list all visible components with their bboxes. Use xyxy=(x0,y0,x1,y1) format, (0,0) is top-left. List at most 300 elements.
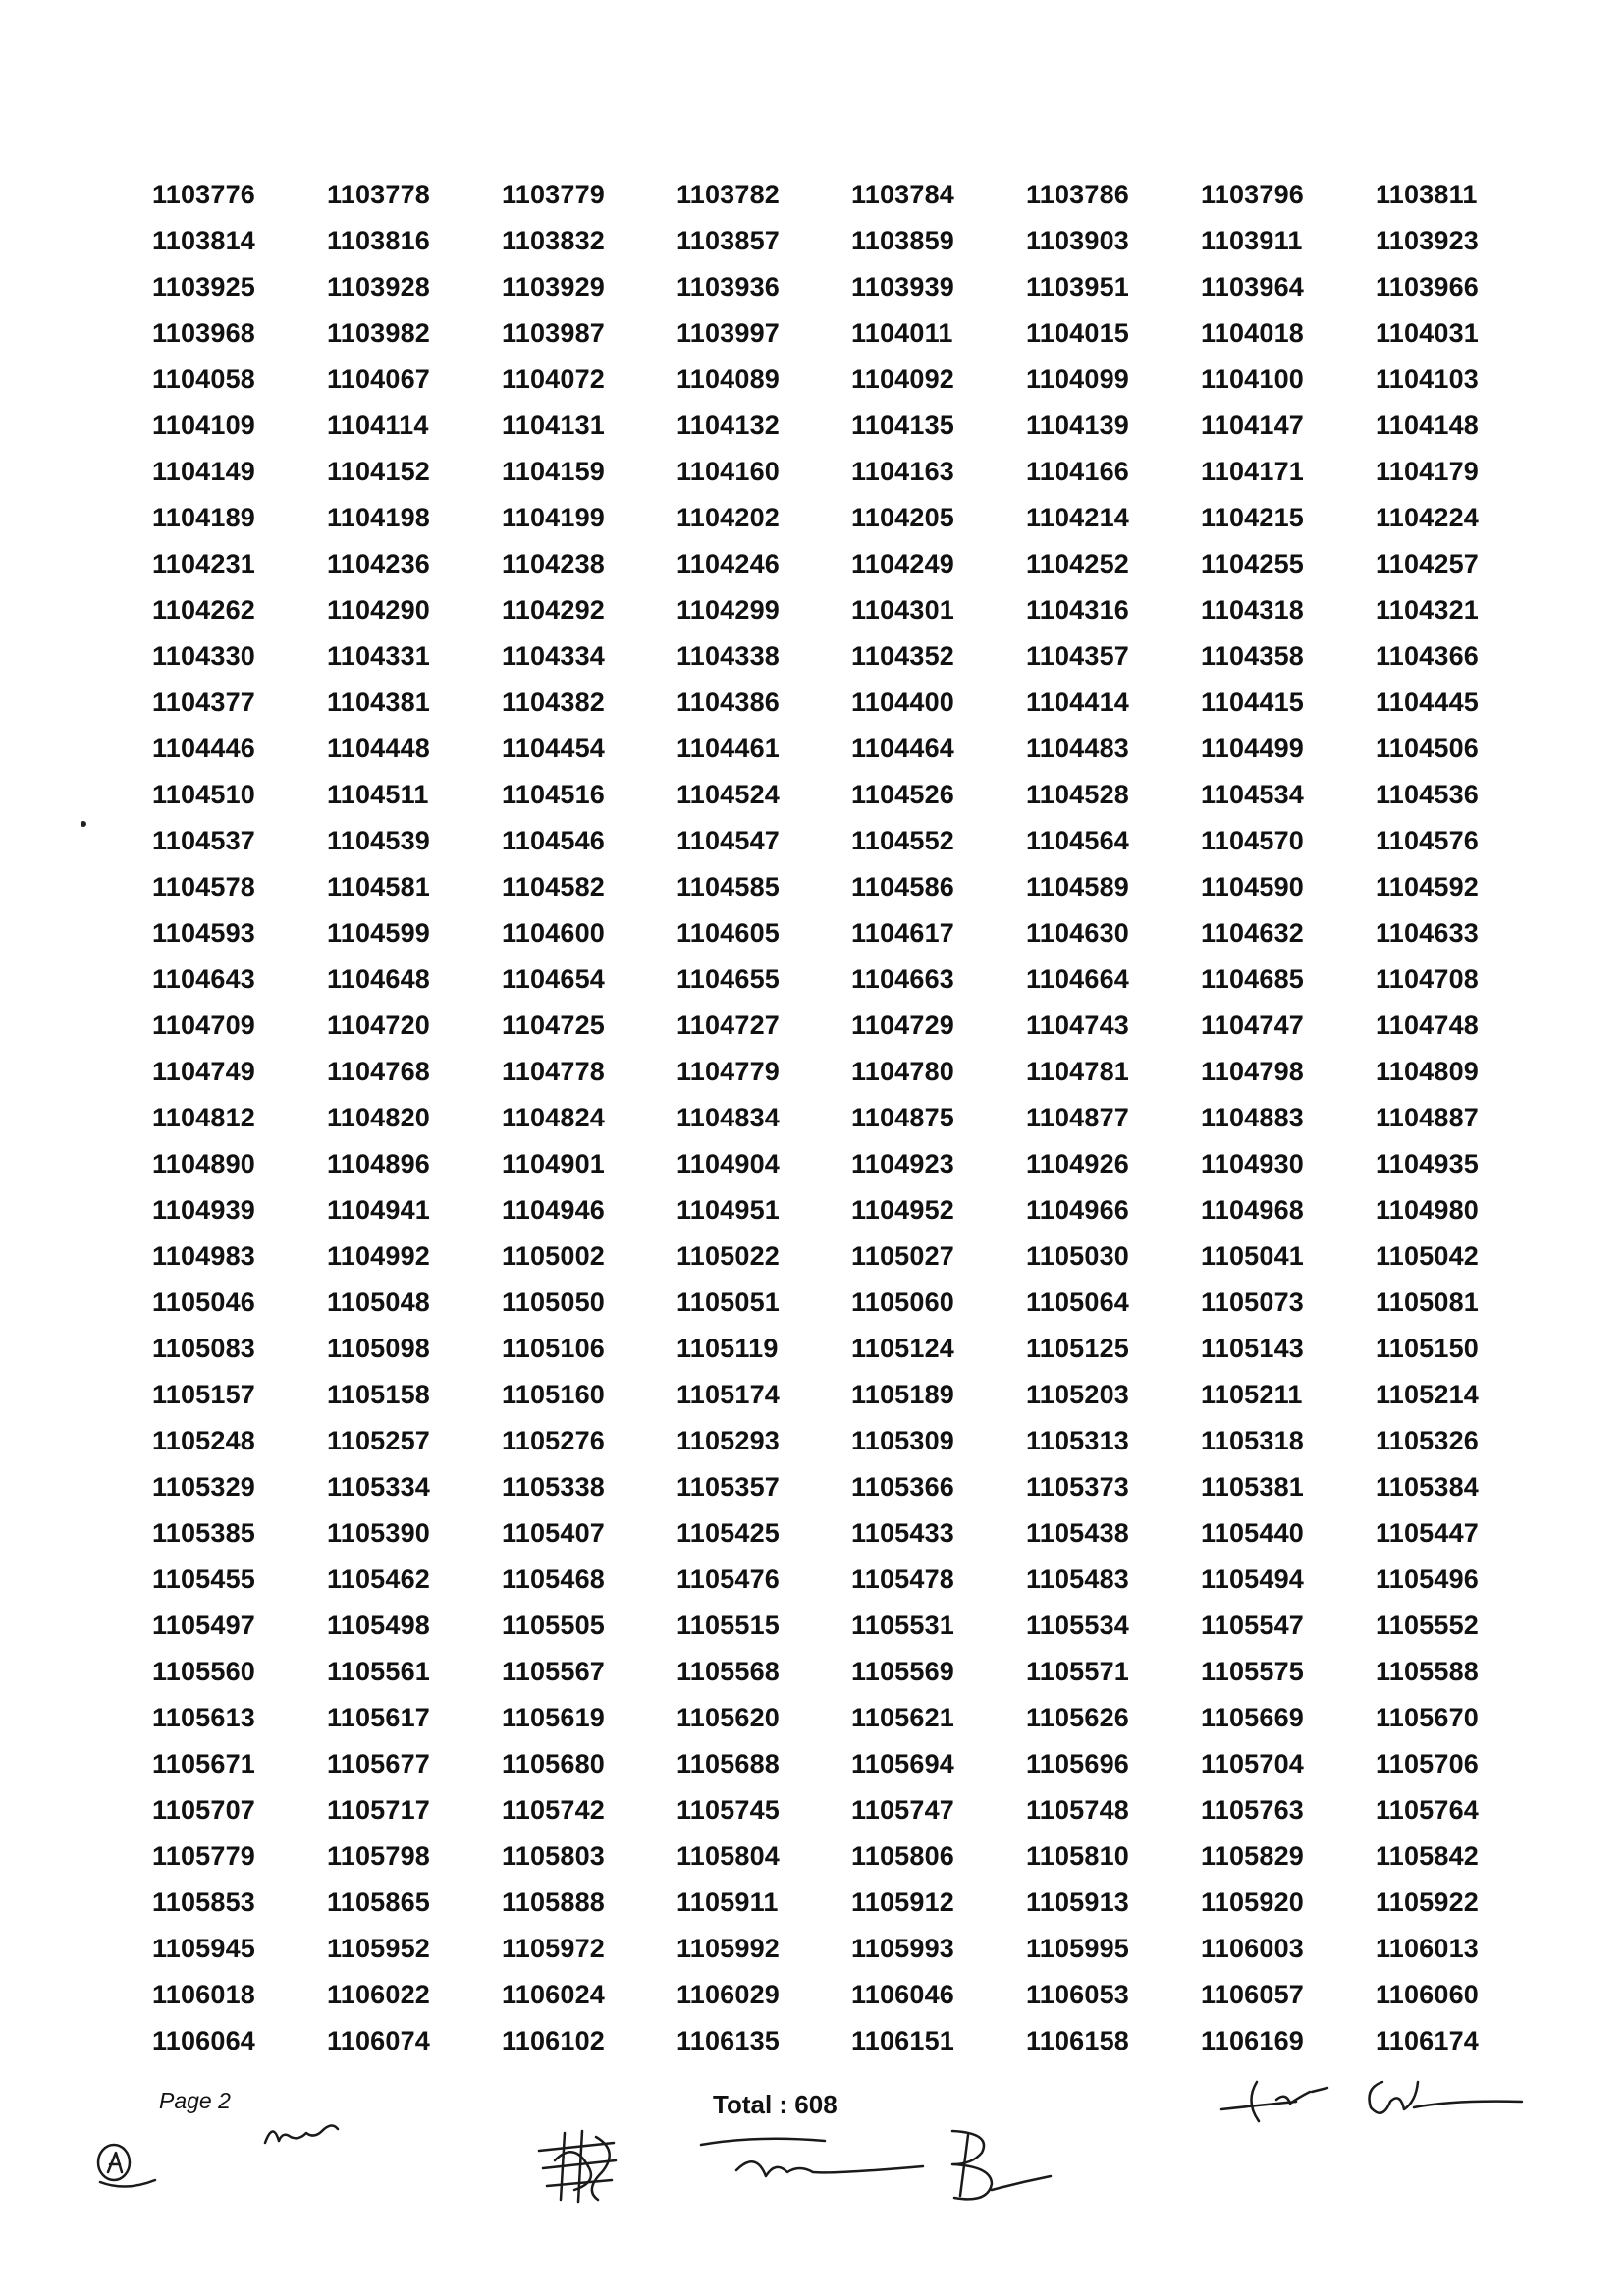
roll-number: 1104768 xyxy=(327,1057,431,1086)
roll-number: 1104896 xyxy=(327,1149,431,1178)
roll-number: 1105764 xyxy=(1376,1795,1480,1825)
roll-number: 1105496 xyxy=(1376,1564,1480,1594)
roll-number: 1104249 xyxy=(851,549,955,578)
roll-number: 1104890 xyxy=(152,1149,256,1178)
roll-number: 1104546 xyxy=(502,826,606,855)
roll-number: 1105425 xyxy=(677,1518,781,1548)
roll-number: 1103779 xyxy=(502,180,606,209)
roll-number: 1105717 xyxy=(327,1795,431,1825)
roll-number: 1105588 xyxy=(1376,1657,1480,1686)
roll-number: 1105742 xyxy=(502,1795,606,1825)
roll-number: 1105842 xyxy=(1376,1841,1480,1871)
roll-number: 1104633 xyxy=(1376,918,1480,948)
roll-number: 1105433 xyxy=(851,1518,955,1548)
roll-number: 1104448 xyxy=(327,734,431,763)
roll-number: 1104400 xyxy=(851,687,955,717)
roll-number: 1105912 xyxy=(851,1887,955,1917)
roll-number: 1104643 xyxy=(152,964,256,994)
roll-number: 1103964 xyxy=(1201,272,1305,301)
roll-number: 1105483 xyxy=(1026,1564,1130,1594)
roll-number: 1105098 xyxy=(327,1334,431,1363)
roll-number: 1105865 xyxy=(327,1887,431,1917)
roll-number: 1104132 xyxy=(677,410,781,440)
roll-number: 1105125 xyxy=(1026,1334,1130,1363)
roll-number: 1105106 xyxy=(502,1334,606,1363)
roll-number: 1104072 xyxy=(502,364,606,394)
roll-number: 1105763 xyxy=(1201,1795,1305,1825)
roll-number: 1105993 xyxy=(851,1934,955,1963)
roll-number: 1104708 xyxy=(1376,964,1480,994)
roll-number: 1105276 xyxy=(502,1426,606,1455)
roll-number: 1104011 xyxy=(851,318,953,348)
roll-number: 1106018 xyxy=(152,1980,256,2009)
roll-number: 1105619 xyxy=(502,1703,606,1732)
roll-number: 1105853 xyxy=(152,1887,256,1917)
roll-number: 1105626 xyxy=(1026,1703,1130,1732)
roll-number: 1104582 xyxy=(502,872,606,902)
roll-number: 1105829 xyxy=(1201,1841,1305,1871)
roll-number: 1105515 xyxy=(677,1611,781,1640)
roll-number: 1105575 xyxy=(1201,1657,1305,1686)
roll-number: 1103784 xyxy=(851,180,955,209)
roll-number: 1106151 xyxy=(851,2026,955,2055)
roll-number: 1105385 xyxy=(152,1518,256,1548)
roll-number: 1103859 xyxy=(851,226,955,255)
roll-number: 1104454 xyxy=(502,734,606,763)
roll-number: 1104952 xyxy=(851,1195,955,1225)
roll-number: 1105189 xyxy=(851,1380,955,1409)
roll-number: 1104526 xyxy=(851,780,955,809)
roll-number: 1104812 xyxy=(152,1103,256,1132)
roll-number: 1104992 xyxy=(327,1241,431,1271)
roll-number: 1104316 xyxy=(1026,595,1130,625)
roll-number: 1105150 xyxy=(1376,1334,1480,1363)
roll-number: 1104585 xyxy=(677,872,781,902)
roll-number: 1104547 xyxy=(677,826,781,855)
roll-number: 1105913 xyxy=(1026,1887,1130,1917)
roll-number: 1104655 xyxy=(677,964,781,994)
roll-number: 1105293 xyxy=(677,1426,781,1455)
roll-number: 1104018 xyxy=(1201,318,1305,348)
roll-number: 1104357 xyxy=(1026,641,1130,671)
roll-number: 1104199 xyxy=(502,503,606,532)
roll-number: 1104352 xyxy=(851,641,955,671)
roll-number: 1105462 xyxy=(327,1564,431,1594)
roll-number: 1104198 xyxy=(327,503,431,532)
roll-number: 1104709 xyxy=(152,1011,256,1040)
roll-number: 1105992 xyxy=(677,1934,781,1963)
roll-number: 1105357 xyxy=(677,1472,781,1502)
roll-number: 1104202 xyxy=(677,503,781,532)
roll-number: 1104586 xyxy=(851,872,955,902)
roll-number: 1103811 xyxy=(1376,180,1478,209)
roll-number: 1105494 xyxy=(1201,1564,1305,1594)
roll-number: 1105073 xyxy=(1201,1287,1305,1317)
signature-4 xyxy=(697,2121,1070,2210)
roll-number: 1105669 xyxy=(1201,1703,1305,1732)
roll-number: 1105747 xyxy=(851,1795,955,1825)
roll-number: 1104461 xyxy=(677,734,781,763)
roll-number: 1103786 xyxy=(1026,180,1130,209)
roll-number: 1105688 xyxy=(677,1749,781,1778)
roll-number: 1104539 xyxy=(327,826,431,855)
roll-number: 1104528 xyxy=(1026,780,1130,809)
roll-number: 1104331 xyxy=(327,641,431,671)
roll-number: 1104099 xyxy=(1026,364,1130,394)
roll-number: 1105476 xyxy=(677,1564,781,1594)
roll-number: 1104511 xyxy=(327,780,429,809)
roll-number: 1106074 xyxy=(327,2026,431,2055)
roll-number: 1105051 xyxy=(677,1287,781,1317)
roll-number: 1105696 xyxy=(1026,1749,1130,1778)
roll-number: 1105561 xyxy=(327,1657,431,1686)
roll-number: 1104262 xyxy=(152,595,256,625)
roll-number: 1104824 xyxy=(502,1103,606,1132)
roll-number: 1105211 xyxy=(1201,1380,1303,1409)
roll-number: 1104877 xyxy=(1026,1103,1130,1132)
roll-number: 1105124 xyxy=(851,1334,955,1363)
roll-number: 1104301 xyxy=(851,595,955,625)
roll-number: 1104904 xyxy=(677,1149,781,1178)
roll-number: 1105531 xyxy=(851,1611,955,1640)
roll-number: 1103939 xyxy=(851,272,955,301)
roll-number: 1105214 xyxy=(1376,1380,1480,1409)
roll-number: 1105468 xyxy=(502,1564,606,1594)
roll-number: 1104524 xyxy=(677,780,781,809)
roll-number: 1104720 xyxy=(327,1011,431,1040)
roll-number: 1106024 xyxy=(502,1980,606,2009)
roll-number: 1106029 xyxy=(677,1980,781,2009)
roll-number: 1104749 xyxy=(152,1057,256,1086)
roll-number: 1104215 xyxy=(1201,503,1305,532)
roll-number: 1105552 xyxy=(1376,1611,1480,1640)
roll-number: 1106022 xyxy=(327,1980,431,2009)
roll-number: 1104166 xyxy=(1026,457,1130,486)
roll-number: 1104748 xyxy=(1376,1011,1480,1040)
roll-number: 1104809 xyxy=(1376,1057,1480,1086)
roll-number: 1104901 xyxy=(502,1149,606,1178)
roll-number: 1104780 xyxy=(851,1057,955,1086)
stray-mark xyxy=(81,821,86,827)
roll-number: 1105048 xyxy=(327,1287,431,1317)
roll-number: 1104152 xyxy=(327,457,431,486)
roll-number: 1103903 xyxy=(1026,226,1130,255)
roll-number: 1105704 xyxy=(1201,1749,1305,1778)
roll-number: 1105995 xyxy=(1026,1934,1130,1963)
roll-number: 1105694 xyxy=(851,1749,955,1778)
roll-number: 1105313 xyxy=(1026,1426,1130,1455)
roll-number: 1105041 xyxy=(1201,1241,1305,1271)
roll-number: 1104224 xyxy=(1376,503,1480,532)
roll-number: 1104148 xyxy=(1376,410,1480,440)
roll-number: 1106064 xyxy=(152,2026,256,2055)
roll-number: 1105248 xyxy=(152,1426,256,1455)
roll-number: 1104464 xyxy=(851,734,955,763)
roll-number: 1104214 xyxy=(1026,503,1130,532)
roll-number: 1104414 xyxy=(1026,687,1130,717)
roll-number: 1105407 xyxy=(502,1518,606,1548)
roll-number: 1104092 xyxy=(851,364,955,394)
roll-number: 1105560 xyxy=(152,1657,256,1686)
roll-number-grid xyxy=(152,172,1488,2064)
roll-number: 1104935 xyxy=(1376,1149,1480,1178)
roll-number: 1103925 xyxy=(152,272,256,301)
roll-number: 1104499 xyxy=(1201,734,1305,763)
signature-2 xyxy=(257,2102,375,2160)
roll-number: 1104506 xyxy=(1376,734,1480,763)
roll-number: 1105798 xyxy=(327,1841,431,1871)
roll-number: 1103928 xyxy=(327,272,431,301)
roll-number: 1104534 xyxy=(1201,780,1305,809)
roll-number: 1106102 xyxy=(502,2026,606,2055)
roll-number: 1104147 xyxy=(1201,410,1305,440)
roll-number: 1104114 xyxy=(327,410,429,440)
roll-number: 1105030 xyxy=(1026,1241,1130,1271)
roll-number: 1105803 xyxy=(502,1841,606,1871)
roll-number: 1106158 xyxy=(1026,2026,1130,2055)
roll-number: 1106174 xyxy=(1376,2026,1480,2055)
roll-number: 1105779 xyxy=(152,1841,256,1871)
roll-number: 1104552 xyxy=(851,826,955,855)
roll-number: 1105027 xyxy=(851,1241,955,1271)
roll-number: 1105329 xyxy=(152,1472,256,1502)
roll-number: 1104386 xyxy=(677,687,781,717)
roll-number: 1104685 xyxy=(1201,964,1305,994)
roll-number: 1104338 xyxy=(677,641,781,671)
roll-number: 1104179 xyxy=(1376,457,1480,486)
roll-number: 1105447 xyxy=(1376,1518,1480,1548)
roll-number: 1104135 xyxy=(851,410,955,440)
roll-number: 1103982 xyxy=(327,318,431,348)
roll-number: 1104238 xyxy=(502,549,606,578)
roll-number: 1105810 xyxy=(1026,1841,1130,1871)
roll-number: 1104015 xyxy=(1026,318,1130,348)
roll-number: 1105706 xyxy=(1376,1749,1480,1778)
total-count: Total : 608 xyxy=(713,2090,838,2119)
roll-number: 1104589 xyxy=(1026,872,1130,902)
roll-number: 1104537 xyxy=(152,826,256,855)
roll-number: 1105366 xyxy=(851,1472,955,1502)
roll-number: 1105309 xyxy=(851,1426,955,1455)
roll-number: 1105384 xyxy=(1376,1472,1480,1502)
roll-number: 1104031 xyxy=(1376,318,1480,348)
signature-3 xyxy=(525,2121,633,2210)
roll-number: 1105064 xyxy=(1026,1287,1130,1317)
roll-number: 1105174 xyxy=(677,1380,781,1409)
roll-number: 1106057 xyxy=(1201,1980,1305,2009)
roll-number: 1103911 xyxy=(1201,226,1303,255)
roll-number: 1105119 xyxy=(677,1334,779,1363)
roll-number: 1103778 xyxy=(327,180,431,209)
roll-number: 1104100 xyxy=(1201,364,1305,394)
roll-number: 1105745 xyxy=(677,1795,781,1825)
roll-number: 1104483 xyxy=(1026,734,1130,763)
roll-number: 1104887 xyxy=(1376,1103,1480,1132)
roll-number: 1103951 xyxy=(1026,272,1130,301)
roll-number: 1105677 xyxy=(327,1749,431,1778)
roll-number: 1105373 xyxy=(1026,1472,1130,1502)
roll-number: 1104968 xyxy=(1201,1195,1305,1225)
roll-number: 1104576 xyxy=(1376,826,1480,855)
roll-number: 1104581 xyxy=(327,872,431,902)
roll-number: 1104321 xyxy=(1376,595,1480,625)
roll-number: 1104930 xyxy=(1201,1149,1305,1178)
roll-number: 1104299 xyxy=(677,595,781,625)
roll-number: 1105569 xyxy=(851,1657,955,1686)
roll-number: 1103814 xyxy=(152,226,256,255)
roll-number: 1105505 xyxy=(502,1611,606,1640)
roll-number: 1105002 xyxy=(502,1241,606,1271)
roll-number: 1104366 xyxy=(1376,641,1480,671)
roll-number: 1105203 xyxy=(1026,1380,1130,1409)
roll-number: 1104058 xyxy=(152,364,256,394)
roll-number: 1104445 xyxy=(1376,687,1480,717)
roll-number: 1104600 xyxy=(502,918,606,948)
roll-number: 1105326 xyxy=(1376,1426,1480,1455)
roll-number: 1104570 xyxy=(1201,826,1305,855)
roll-number: 1103968 xyxy=(152,318,256,348)
roll-number: 1103987 xyxy=(502,318,606,348)
roll-number: 1105081 xyxy=(1376,1287,1480,1317)
roll-number: 1104747 xyxy=(1201,1011,1305,1040)
roll-number: 1104883 xyxy=(1201,1103,1305,1132)
roll-number: 1104951 xyxy=(677,1195,781,1225)
roll-number: 1105613 xyxy=(152,1703,256,1732)
roll-number: 1104415 xyxy=(1201,687,1305,717)
roll-number: 1103997 xyxy=(677,318,781,348)
roll-number: 1104946 xyxy=(502,1195,606,1225)
roll-number: 1105620 xyxy=(677,1703,781,1732)
roll-number: 1104446 xyxy=(152,734,256,763)
roll-number: 1104632 xyxy=(1201,918,1305,948)
roll-number: 1105547 xyxy=(1201,1611,1305,1640)
roll-number: 1104255 xyxy=(1201,549,1305,578)
roll-number: 1105888 xyxy=(502,1887,606,1917)
roll-number: 1105478 xyxy=(851,1564,955,1594)
roll-number: 1104743 xyxy=(1026,1011,1130,1040)
roll-number: 1104334 xyxy=(502,641,606,671)
roll-number: 1104939 xyxy=(152,1195,256,1225)
roll-number: 1104163 xyxy=(851,457,955,486)
roll-number: 1105498 xyxy=(327,1611,431,1640)
roll-number: 1103782 xyxy=(677,180,781,209)
roll-number: 1103776 xyxy=(152,180,256,209)
roll-number: 1105497 xyxy=(152,1611,256,1640)
roll-number: 1104205 xyxy=(851,503,955,532)
roll-number: 1104617 xyxy=(851,918,955,948)
roll-number: 1105334 xyxy=(327,1472,431,1502)
roll-number: 1105806 xyxy=(851,1841,955,1871)
roll-number: 1104779 xyxy=(677,1057,781,1086)
roll-number: 1105050 xyxy=(502,1287,606,1317)
roll-number: 1104257 xyxy=(1376,549,1480,578)
roll-number: 1104189 xyxy=(152,503,256,532)
roll-number: 1104160 xyxy=(677,457,781,486)
roll-number: 1106013 xyxy=(1376,1934,1480,1963)
roll-number: 1104131 xyxy=(502,410,606,440)
roll-number: 1103832 xyxy=(502,226,606,255)
roll-number: 1105438 xyxy=(1026,1518,1130,1548)
roll-number: 1105381 xyxy=(1201,1472,1305,1502)
roll-number: 1105922 xyxy=(1376,1887,1480,1917)
roll-number: 1106053 xyxy=(1026,1980,1130,2009)
roll-number: 1105945 xyxy=(152,1934,256,1963)
roll-number: 1105318 xyxy=(1201,1426,1305,1455)
roll-number: 1104290 xyxy=(327,595,431,625)
roll-number: 1104725 xyxy=(502,1011,606,1040)
roll-number: 1105083 xyxy=(152,1334,256,1363)
roll-number: 1105952 xyxy=(327,1934,431,1963)
roll-number: 1105804 xyxy=(677,1841,781,1871)
roll-number: 1103966 xyxy=(1376,272,1480,301)
roll-number: 1105390 xyxy=(327,1518,431,1548)
roll-number: 1104236 xyxy=(327,549,431,578)
roll-number: 1104330 xyxy=(152,641,256,671)
roll-number: 1104318 xyxy=(1201,595,1305,625)
roll-number: 1104536 xyxy=(1376,780,1480,809)
roll-number: 1103816 xyxy=(327,226,431,255)
roll-number: 1105911 xyxy=(677,1887,779,1917)
roll-number: 1104231 xyxy=(152,549,256,578)
roll-number: 1103923 xyxy=(1376,226,1480,255)
roll-number: 1104578 xyxy=(152,872,256,902)
roll-number: 1104820 xyxy=(327,1103,431,1132)
roll-number: 1104980 xyxy=(1376,1195,1480,1225)
roll-number: 1104381 xyxy=(327,687,431,717)
page-number: Page 2 xyxy=(159,2088,231,2113)
roll-number: 1104109 xyxy=(152,410,256,440)
roll-number: 1105670 xyxy=(1376,1703,1480,1732)
roll-number: 1104377 xyxy=(152,687,256,717)
roll-number: 1105060 xyxy=(851,1287,955,1317)
roll-number: 1104778 xyxy=(502,1057,606,1086)
roll-number: 1105046 xyxy=(152,1287,256,1317)
roll-number: 1104252 xyxy=(1026,549,1130,578)
roll-number: 1106046 xyxy=(851,1980,955,2009)
roll-number: 1105571 xyxy=(1026,1657,1130,1686)
roll-number: 1105257 xyxy=(327,1426,431,1455)
roll-number: 1105440 xyxy=(1201,1518,1305,1548)
roll-number: 1104246 xyxy=(677,549,781,578)
roll-number: 1104159 xyxy=(502,457,606,486)
roll-number: 1104593 xyxy=(152,918,256,948)
roll-number: 1106003 xyxy=(1201,1934,1305,1963)
roll-number: 1104630 xyxy=(1026,918,1130,948)
roll-number: 1104592 xyxy=(1376,872,1480,902)
roll-number: 1104941 xyxy=(327,1195,431,1225)
roll-number: 1105748 xyxy=(1026,1795,1130,1825)
roll-number: 1105671 xyxy=(152,1749,256,1778)
roll-number: 1103857 xyxy=(677,226,781,255)
roll-number: 1106169 xyxy=(1201,2026,1305,2055)
roll-number: 1104875 xyxy=(851,1103,955,1132)
roll-number: 1105621 xyxy=(851,1703,955,1732)
roll-number: 1105143 xyxy=(1201,1334,1305,1363)
roll-number: 1104781 xyxy=(1026,1057,1130,1086)
roll-number: 1105160 xyxy=(502,1380,606,1409)
roll-number: 1104664 xyxy=(1026,964,1130,994)
roll-number: 1104648 xyxy=(327,964,431,994)
roll-number: 1105022 xyxy=(677,1241,781,1271)
roll-number: 1105157 xyxy=(152,1380,256,1409)
roll-number: 1105567 xyxy=(502,1657,606,1686)
roll-number: 1104983 xyxy=(152,1241,256,1271)
roll-number: 1104103 xyxy=(1376,364,1480,394)
roll-number: 1104663 xyxy=(851,964,955,994)
roll-number: 1105534 xyxy=(1026,1611,1130,1640)
roll-number: 1104089 xyxy=(677,364,781,394)
roll-number: 1104966 xyxy=(1026,1195,1130,1225)
